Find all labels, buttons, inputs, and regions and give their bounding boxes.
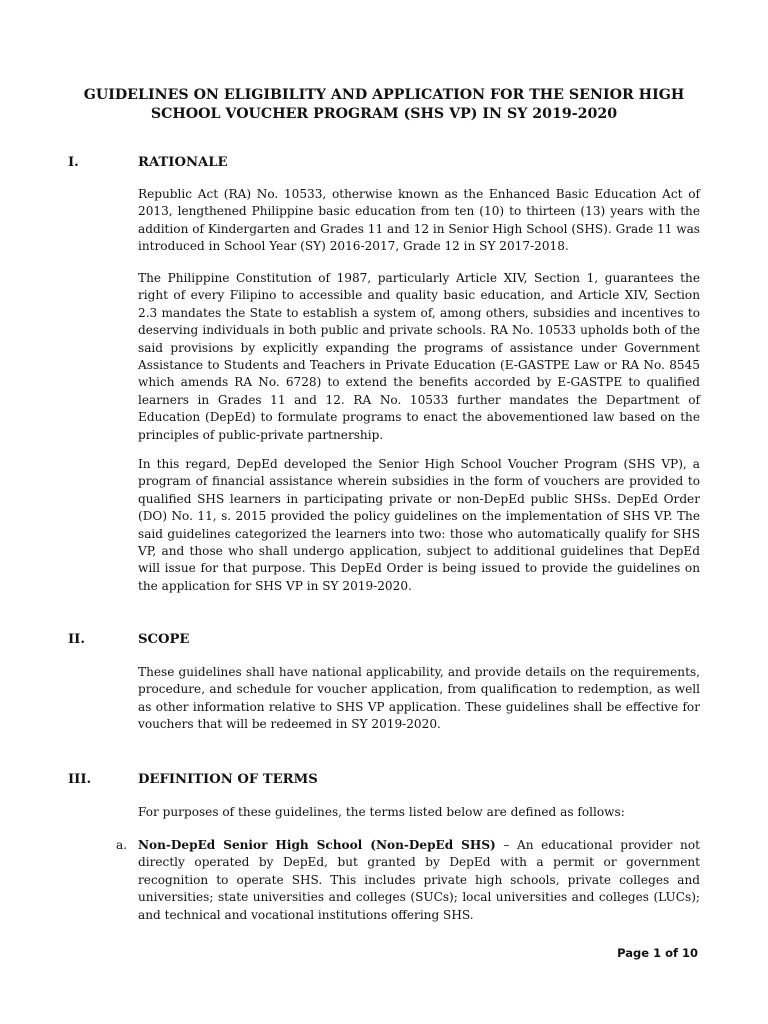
section-heading [68,771,700,789]
section-rationale [68,154,700,172]
section-number: I. [68,155,79,170]
section-title: RATIONALE [138,155,228,170]
section-title: SCOPE [138,632,190,647]
section-number: II. [68,632,85,647]
paragraph: The Philippine Constitution of 1987, particularly Article XIV, Section 1, guarantees the right of every Filipino to accessible and quality basic education, and Article XIV, Section 2.3 mandates the State to establish a system of, among others, subsidies and incentives to deserving individuals in both public and private schools. RA No. 10533 upholds both of the said provisions by explicitly expanding the programs of assistance under Government Assistance to Students and Teachers in Private Education (E-GASTPE Law or RA No. 8545 which amends RA No. 6728) to extend the benefits accorded by E-GASTPE to qualified learners in Grades 11 and 12. RA No. 10533 further mandates the Department of Education (DepEd) to formulate programs to enact the abovementioned law based on the principles of public-private partnership. [138,271,700,442]
section-number: III. [68,772,92,787]
section-definitions [68,771,700,789]
definition-item [116,837,700,924]
title-line-2: SCHOOL VOUCHER PROGRAM (SHS VP) IN SY 2019-2020 [150,106,618,122]
paragraph: Republic Act (RA) No. 10533, otherwise known as the Enhanced Basic Education Act of 2013, lengthened Philippine basic education from ten (10) to thirteen (13) years with the addition of Kindergarten and Grades 11 and 12 in Senior High School (SHS). Grade 11 was introduced in School Year (SY) 2016-2017, Grade 12 in SY 2017-2018. [138,187,700,254]
paragraph: These guidelines shall have national applicability, and provide details on the requirements, procedure, and schedule for voucher application, from qualification to redemption, as well as other information relative to SHS VP application. These guidelines shall be effective for vouchers that will be redeemed in SY 2019-2020. [138,665,700,732]
section-heading [68,631,700,649]
definition-term: Non-DepEd Senior High School (Non-DepEd SHS) [138,838,496,852]
title-line-1: GUIDELINES ON ELIGIBILITY AND APPLICATION FOR THE SENIOR HIGH [83,87,685,103]
paragraph: In this regard, DepEd developed the Senior High School Voucher Program (SHS VP), a program of financial assistance wherein subsidies in the form of vouchers are provided to qualified SHS learners in participating private or non-DepEd public SHSs. DepEd Order (DO) No. 11, s. 2015 provided the policy guidelines on the implementation of SHS VP. The said guidelines categorized the learners into two: those who automatically qualify for SHS VP, and those who shall undergo application, subject to additional guidelines that DepEd will issue for that purpose. This DepEd Order is being issued to provide the guidelines on the application for SHS VP in SY 2019-2020. [138,457,700,593]
definition-list [68,837,700,924]
definition-letter: a. [116,838,128,852]
document-title [70,86,698,124]
paragraph: For purposes of these guidelines, the terms listed below are defined as follows: [138,805,625,819]
section-title: DEFINITION OF TERMS [138,772,318,787]
page-number: Page 1 of 10 [617,946,698,960]
section-scope [68,631,700,649]
section-heading [68,154,700,172]
definition-text [138,837,700,924]
definition-body: – An educational provider not directly operated by DepEd, but granted by DepEd with a permit or government recognition to operate SHS. This includes private high schools, private colleges and universities; state universities and colleges (SUCs); local universities and colleges (LUCs); and technical and vocational institutions offering SHS. [138,838,700,922]
